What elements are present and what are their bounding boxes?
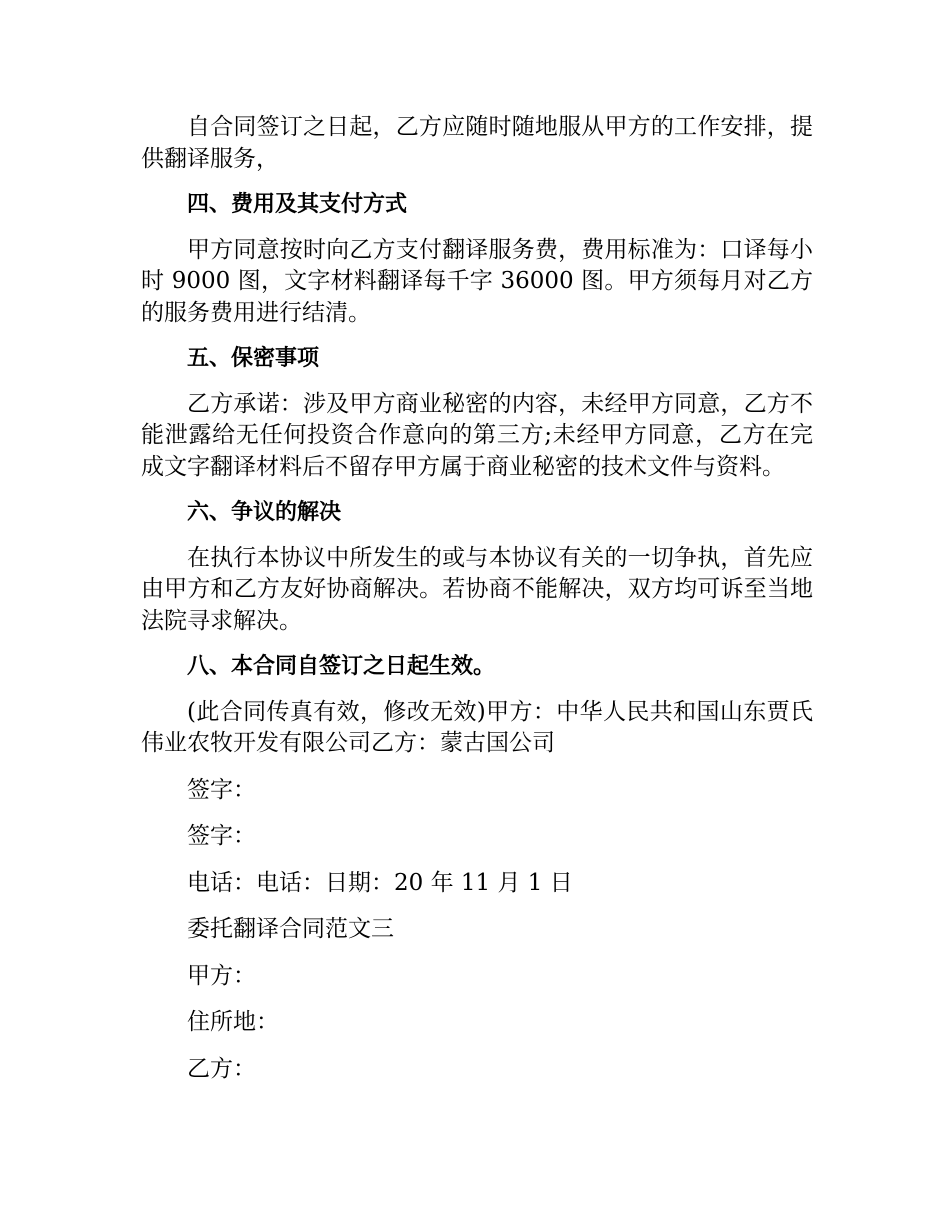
address-line: 住所地： bbox=[187, 1009, 279, 1035]
signature-line-1: 签字： bbox=[187, 776, 256, 803]
party-b-line: 乙方： bbox=[187, 1055, 256, 1082]
document-page bbox=[141, 112, 813, 1085]
heading-fees: 四、费用及其支付方式 bbox=[187, 192, 408, 217]
heading-effective: 八、本合同自签订之日起生效。 bbox=[187, 654, 496, 679]
heading-dispute: 六、争议的解决 bbox=[187, 500, 342, 525]
next-contract-title: 委托翻译合同范文三 bbox=[187, 916, 394, 942]
paragraph-service-duty: 自合同签订之日起，乙方应随时随地服从甲方的工作安排，提供翻译服务， bbox=[141, 114, 813, 172]
paragraph-confidentiality: 乙方承诺：涉及甲方商业秘密的内容，未经甲方同意，乙方不能泄露给无任何投资合作意向的第三方;未经甲方同意，乙方在完成文字翻译材料后不留存甲方属于商业秘密的技术文件与资料。 bbox=[141, 390, 813, 480]
contact-date-line: 电话：电话：日期：20 年 11 月 1 日 bbox=[187, 869, 573, 896]
signature-line-2: 签字： bbox=[187, 823, 256, 849]
paragraph-dispute: 在执行本协议中所发生的或与本协议有关的一切争执，首先应由甲方和乙方友好协商解决。若协商不能解决，双方均可诉至当地法院寻求解决。 bbox=[141, 544, 813, 634]
paragraph-fees: 甲方同意按时向乙方支付翻译服务费，费用标准为：口译每小时 9000 图，文字材料翻译每千字 36000 图。甲方须每月对乙方的服务费用进行结清。 bbox=[141, 236, 813, 326]
paragraph-parties: (此合同传真有效，修改无效)甲方：中华人民共和国山东贾氏伟业农牧开发有限公司乙方：蒙古国公司 bbox=[141, 698, 813, 756]
heading-confidentiality: 五、保密事项 bbox=[187, 346, 320, 371]
party-a-line: 甲方： bbox=[187, 962, 256, 989]
